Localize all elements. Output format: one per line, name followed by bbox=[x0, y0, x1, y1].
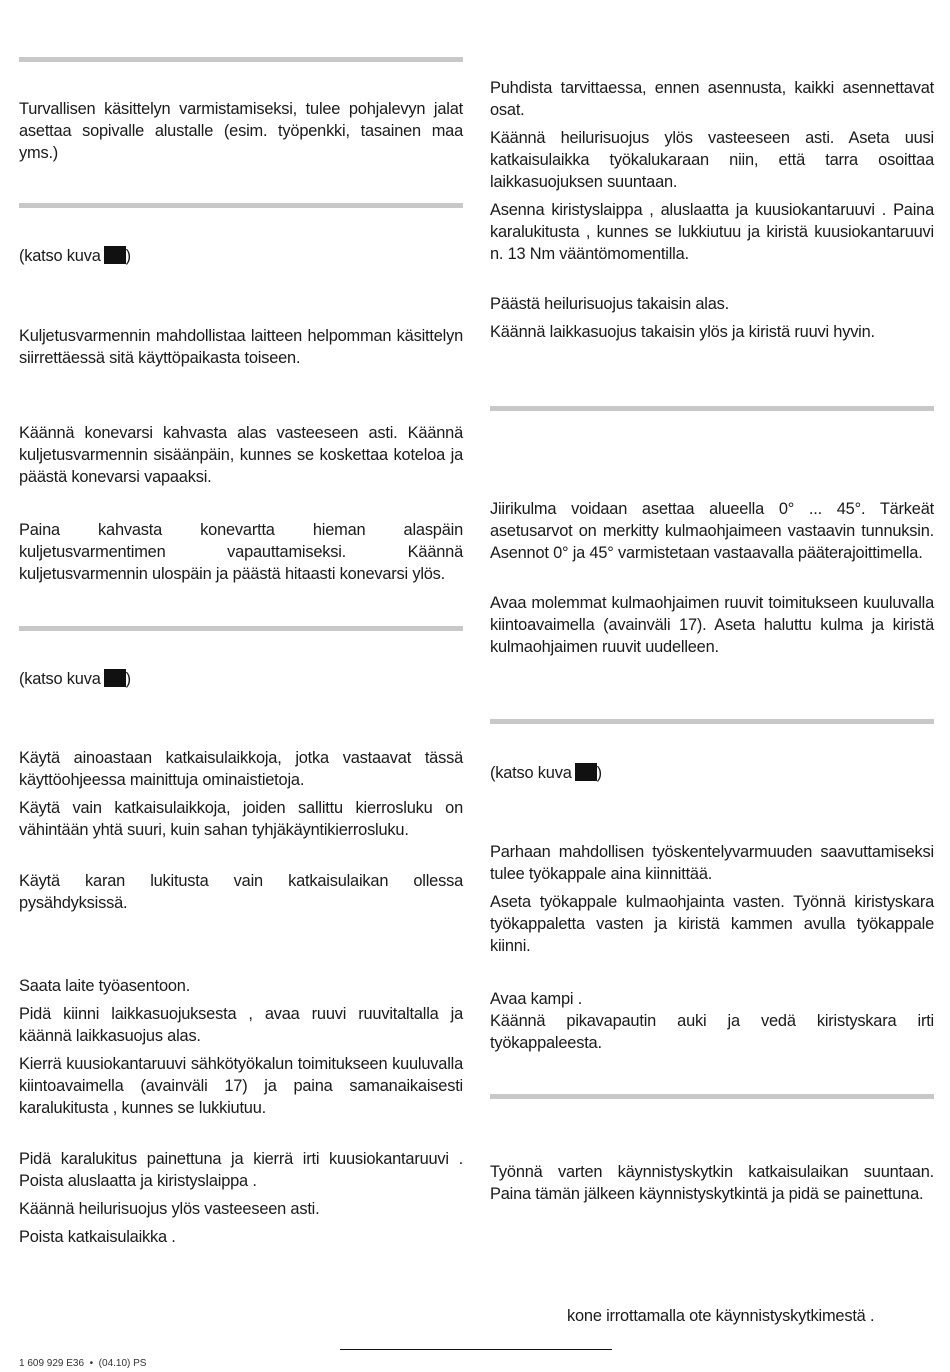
paragraph: Kierrä kuusiokantaruuvi sähkötyökalun toimitukseen kuuluvalla kiintoavaimella (avainväli 17) ja paina samanaikaisesti karalukitusta , kunnes se lukkiutuu. bbox=[19, 1055, 463, 1117]
paragraph: Käännä pikavapautin auki ja vedä kiristyskara irti työkappaleesta. bbox=[490, 1012, 934, 1052]
figure-ref-close: ) bbox=[125, 670, 131, 688]
paragraph: kone irrottamalla ote käynnistyskytkimestä . bbox=[567, 1307, 875, 1325]
figure-number-box bbox=[575, 763, 597, 781]
figure-reference bbox=[19, 245, 131, 267]
section-divider bbox=[490, 719, 934, 724]
paragraph: Turvallisen käsittelyn varmistamiseksi, tulee pohjalevyn jalat asettaa sopivalle alustalle (esim. työpenkki, tasainen maa yms.) bbox=[19, 100, 463, 162]
figure-ref-text: (katso kuva bbox=[490, 764, 572, 782]
paragraph: Jiirikulma voidaan asettaa alueella 0° ... 45°. Tärkeät asetusarvot on merkitty kulmaohjaimeen vastaavin tunnuksin. Asennot 0° ja 45° varmistetaan vastaavalla pääterajoittimella. bbox=[490, 500, 934, 562]
figure-ref-text: (katso kuva bbox=[19, 247, 101, 265]
paragraph: Avaa kampi . bbox=[490, 990, 583, 1008]
paragraph: Avaa molemmat kulmaohjaimen ruuvit toimitukseen kuuluvalla kiintoavaimella (avainväli 17). Aseta haluttu kulma ja kiristä kulmaohjaimen ruuvit uudelleen. bbox=[490, 594, 934, 656]
section-divider bbox=[490, 1094, 934, 1099]
paragraph: Kuljetusvarmennin mahdollistaa laitteen helpomman käsittelyn siirrettäessä sitä käyttöpaikasta toiseen. bbox=[19, 327, 463, 367]
figure-ref-text: (katso kuva bbox=[19, 670, 101, 688]
figure-reference bbox=[490, 762, 602, 784]
paragraph: Käytä karan lukitusta vain katkaisulaikan ollessa pysähdyksissä. bbox=[19, 872, 463, 912]
paragraph: Poista katkaisulaikka . bbox=[19, 1228, 176, 1246]
paragraph: Käännä konevarsi kahvasta alas vasteeseen asti. Käännä kuljetusvarmennin sisäänpäin, kunnes se koskettaa koteloa ja päästä konevarsi vapaaksi. bbox=[19, 424, 463, 486]
paragraph: Pidä karalukitus painettuna ja kierrä irti kuusiokantaruuvi . Poista aluslaatta ja kiristyslaippa . bbox=[19, 1150, 463, 1190]
paragraph: Käännä heilurisuojus ylös vasteeseen asti. Aseta uusi katkaisulaikka työkalukaraan niin, että tarra osoittaa laikkasuojuksen suuntaan. bbox=[490, 129, 934, 191]
paragraph: Käännä laikkasuojus takaisin ylös ja kiristä ruuvi hyvin. bbox=[490, 323, 875, 341]
figure-ref-close: ) bbox=[125, 247, 131, 265]
paragraph: Asenna kiristyslaippa , aluslaatta ja kuusiokantaruuvi . Paina karalukitusta , kunnes se lukkiutuu ja kiristä kuusiokantaruuvi n. 13 Nm vääntömomentilla. bbox=[490, 201, 934, 263]
footer-code: 1 609 929 E36 • (04.10) PS bbox=[19, 1358, 147, 1369]
figure-number-box bbox=[104, 246, 126, 264]
section-divider bbox=[19, 203, 463, 208]
footer-rule bbox=[340, 1349, 612, 1350]
paragraph: Työnnä varten käynnistyskytkin katkaisulaikan suuntaan. Paina tämän jälkeen käynnistyskytkintä ja pidä se painettuna. bbox=[490, 1163, 934, 1203]
paragraph: Aseta työkappale kulmaohjainta vasten. Työnnä kiristyskara työkappaletta vasten ja kiristä kammen avulla työkappale kiinni. bbox=[490, 893, 934, 955]
paragraph: Paina kahvasta konevartta hieman alaspäin kuljetusvarmentimen vapauttamiseksi. Käännä kuljetusvarmennin ulospäin ja päästä hitaasti konevarsi ylös. bbox=[19, 521, 463, 583]
paragraph: Saata laite työasentoon. bbox=[19, 977, 191, 995]
figure-number-box bbox=[104, 669, 126, 687]
paragraph: Puhdista tarvittaessa, ennen asennusta, kaikki asennettavat osat. bbox=[490, 79, 934, 119]
paragraph: Pidä kiinni laikkasuojuksesta , avaa ruuvi ruuvitaltalla ja käännä laikkasuojus alas. bbox=[19, 1005, 463, 1045]
section-divider bbox=[19, 626, 463, 631]
paragraph: Käytä vain katkaisulaikkoja, joiden sallittu kierrosluku on vähintään yhtä suuri, kuin sahan tyhjäkäyntikierrosluku. bbox=[19, 799, 463, 839]
section-divider bbox=[490, 406, 934, 411]
figure-reference bbox=[19, 668, 131, 690]
paragraph: Päästä heilurisuojus takaisin alas. bbox=[490, 295, 729, 313]
section-divider bbox=[19, 57, 463, 62]
figure-ref-close: ) bbox=[596, 764, 602, 782]
paragraph: Käytä ainoastaan katkaisulaikkoja, jotka vastaavat tässä käyttöohjeessa mainittuja ominaistietoja. bbox=[19, 749, 463, 789]
paragraph: Parhaan mahdollisen työskentelyvarmuuden saavuttamiseksi tulee työkappale aina kiinnittää. bbox=[490, 843, 934, 883]
paragraph: Käännä heilurisuojus ylös vasteeseen asti. bbox=[19, 1200, 320, 1218]
